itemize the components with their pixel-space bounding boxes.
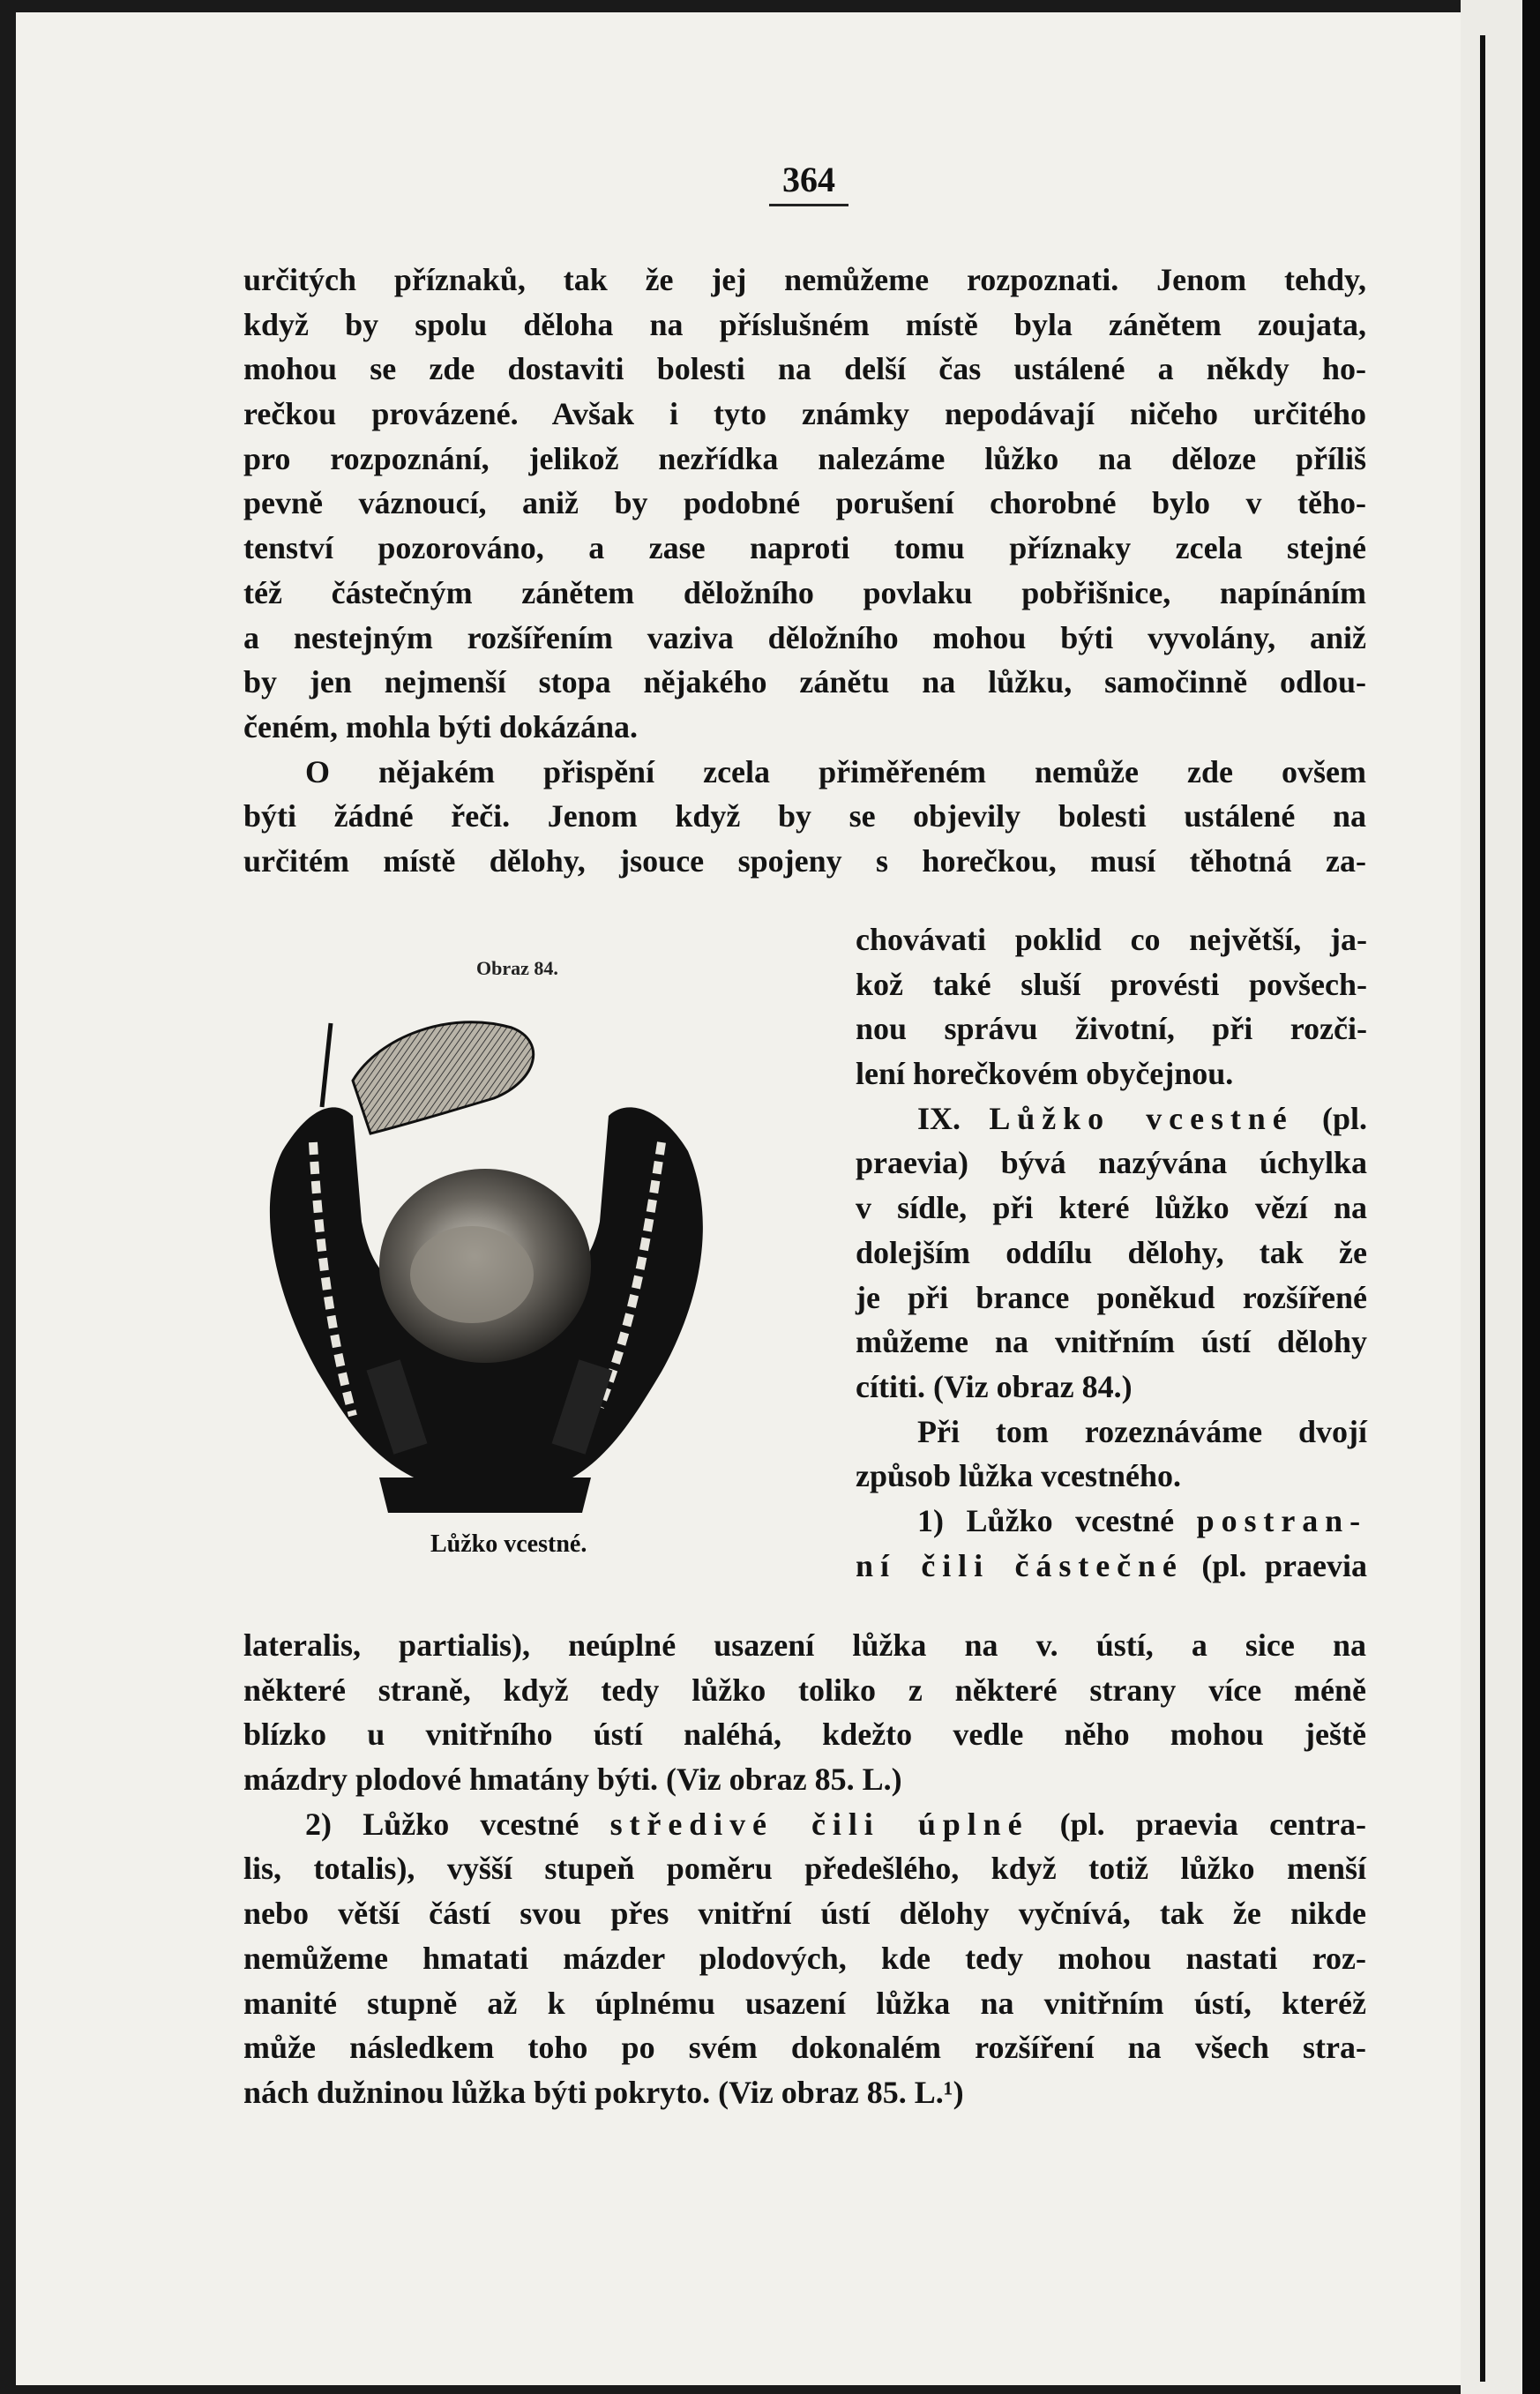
text-line: určitých příznaků, tak že jej nemůžeme rozpoznati. Jenom tehdy, (243, 262, 1366, 297)
text-line: v sídle, při které lůžko vězí na (856, 1190, 1367, 1226)
section-number: IX. (917, 1100, 990, 1136)
page-edge (1480, 35, 1485, 2382)
text-line: lis, totalis), vyšší stupeň poměru předešlého, když totiž lůžko menší (243, 1851, 1366, 1887)
text-line: pro rozpoznání, jelikož nezřídka nalezáme lůžko na děloze příliš (243, 440, 1366, 476)
text-line: Při tom rozeznáváme dvojí (917, 1413, 1367, 1449)
text-line: mázdry plodové hmatány býti. (Viz obraz 85. L.) (243, 1762, 902, 1798)
text-line: když by spolu děloha na příslušném místě byla zánětem zoujata, (243, 306, 1366, 342)
text-line: a nestejným rozšířením vaziva děložního mohou býti vyvolány, aniž (243, 619, 1366, 655)
spaced-term: ní čili částečné (856, 1547, 1184, 1583)
text-line (243, 1802, 1366, 1847)
text-span: 1) Lůžko vcestné (917, 1502, 1197, 1538)
text-line: způsob lůžka vcestného. (856, 1458, 1182, 1494)
figure-caption: Lůžko vcestné. (430, 1530, 587, 1558)
spaced-term: postran- (1196, 1502, 1367, 1538)
text-line: nou správu životní, při rozči- (856, 1011, 1367, 1047)
text-line: nách dužninou lůžka býti pokryto. (Viz obraz 85. L.¹) (243, 2074, 964, 2110)
text-line: určitém místě dělohy, jsouce spojeny s horečkou, musí těhotná za- (243, 842, 1366, 879)
placenta-praevia-illustration (247, 1001, 723, 1522)
page-number: 364 (769, 159, 848, 206)
text-line: kož také sluší provésti povšech- (856, 966, 1367, 1002)
text-line: může následkem toho po svém dokonalém rozšíření na všech stra- (243, 2030, 1366, 2066)
text-line: blízko u vnitřního ústí naléhá, kdežto vedle něho mohou ještě (243, 1717, 1366, 1753)
figure-label: Obraz 84. (476, 957, 558, 979)
text-line: nemůžeme hmatati mázder plodových, kde tedy mohou nastati roz- (243, 1940, 1366, 1976)
text-line: manité stupně až k úplnému usazení lůžka na vnitřním ústí, kteréž (243, 1985, 1366, 2021)
text-line: rečkou provázené. Avšak i tyto známky nepodávají ničeho určitého (243, 396, 1366, 432)
spaced-term: středivé čili úplné (609, 1806, 1029, 1842)
side-column (856, 917, 1367, 1588)
text-span: (pl. praevia centra- (1028, 1806, 1366, 1842)
text-line: O nějakém přispění zcela přiměřeném nemůže zde ovšem (305, 753, 1366, 789)
text-span: 2) Lůžko vcestné (305, 1806, 610, 1842)
text-line: některé straně, když tedy lůžko toliko z některé strany více méně (243, 1672, 1366, 1708)
scan-margin (1461, 0, 1540, 2394)
text-line: dolejším oddílu dělohy, tak že (856, 1234, 1367, 1270)
text-span: (pl. (1293, 1100, 1368, 1136)
text-line (856, 1096, 1367, 1141)
text-line: pevně váznoucí, aniž by podobné porušení chorobné bylo v těho- (243, 485, 1366, 521)
paragraph-top (243, 258, 1366, 884)
spaced-term: Lůžko vcestné (989, 1100, 1294, 1136)
scan-border (1522, 0, 1540, 2394)
text-line: lení horečkovém obyčejnou. (856, 1056, 1234, 1092)
text-line: čeném, mohla býti dokázána. (243, 708, 639, 744)
text-line: cítiti. (Viz obraz 84.) (856, 1368, 1133, 1404)
text-line: též částečným zánětem děložního povlaku pobřišnice, napínáním (243, 574, 1366, 610)
text-line: lateralis, partialis), neúplné usazení lůžka na v. ústí, a sice na (243, 1627, 1366, 1663)
text-line (856, 1499, 1367, 1544)
text-line: nebo větší částí svou přes vnitřní ústí dělohy vyčnívá, tak že nikde (243, 1896, 1366, 1932)
text-line: by jen nejmenší stopa nějakého zánětu na lůžku, samočinně odlou- (243, 664, 1366, 700)
text-line (856, 1544, 1367, 1589)
text-line: tenství pozorováno, a zase naproti tomu příznaky zcela stejné (243, 530, 1366, 566)
text-line: můžeme na vnitřním ústí dělohy (856, 1324, 1367, 1360)
text-line: je při brance poněkud rozšířené (856, 1279, 1367, 1315)
paragraph-bottom (243, 1623, 1366, 2115)
text-line: chovávati poklid co největší, ja- (856, 922, 1367, 957)
text-line: mohou se zde dostaviti bolesti na delší čas ustálené a někdy ho- (243, 351, 1366, 387)
text-span: (pl. praevia (1183, 1547, 1367, 1583)
text-line: býti žádné řeči. Jenom když by se objevily bolesti ustálené na (243, 798, 1366, 834)
text-line: praevia) bývá nazývána úchylka (856, 1145, 1367, 1181)
